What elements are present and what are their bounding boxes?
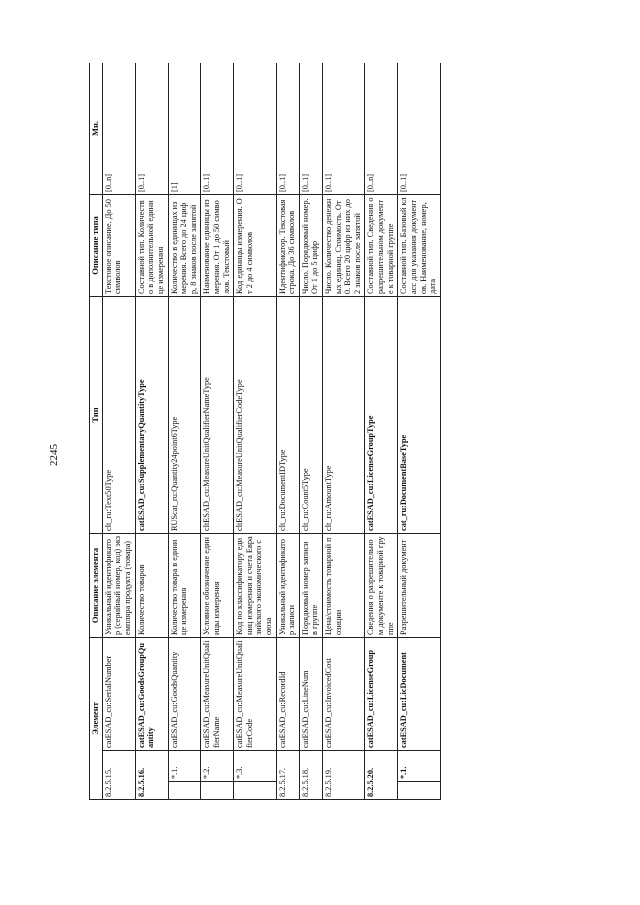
type-description: Идентификатор. Текстовая строка. До 36 символов bbox=[276, 194, 299, 296]
table-row bbox=[102, 63, 135, 800]
type-name: clt_ru:DocumentIDType bbox=[276, 296, 299, 533]
multiplicity: [0..n] bbox=[365, 63, 398, 194]
row-number: *.2. bbox=[201, 751, 234, 782]
type-description: Составной тип. Сведения о разрешительном документе к товарной группе bbox=[365, 194, 398, 296]
element-description: Сведения о разрешительном документе к товарной группе bbox=[365, 533, 398, 637]
table-row bbox=[168, 63, 201, 800]
header-element: Элемент bbox=[90, 637, 103, 799]
multiplicity: [0..1] bbox=[299, 63, 322, 194]
multiplicity: [0..1] bbox=[201, 63, 234, 194]
row-number: 8.2.5.16. bbox=[135, 751, 168, 800]
type-name: clt_ru:Count5Type bbox=[299, 296, 322, 533]
header-mult: Мн. bbox=[90, 63, 103, 194]
element-description: Порядковый номер записи в группе bbox=[299, 533, 322, 637]
type-description: Текстовое описание. До 50 символов bbox=[102, 194, 135, 296]
type-description: Составной тип. Базовый класс для указания документов. Наименование, номер, дата bbox=[398, 194, 440, 296]
type-name: clt_ru:Text50Type bbox=[102, 296, 135, 533]
type-name: cltESAD_cu:MeasureUnitQualifierNameType bbox=[201, 296, 234, 533]
element-description: Разрешительный документ bbox=[398, 533, 440, 637]
header-element-desc: Описание элемента bbox=[90, 533, 103, 637]
table-row bbox=[323, 63, 365, 800]
element-description: Уникальный идентификатор (серийный номер, код) экземпляра продукта (товара) bbox=[102, 533, 135, 637]
rotated-table-frame bbox=[89, 63, 615, 800]
multiplicity: [0..n] bbox=[102, 63, 135, 194]
type-name: catESAD_cu:SupplementaryQuantityType bbox=[135, 296, 168, 533]
type-description: Число. Порядковый номер. От 1 до 5 цифр bbox=[299, 194, 322, 296]
type-description: Число. Количество денежных единиц. Стоимость. От 0. Всего 20 цифр из них до 2 знаков после запятой bbox=[323, 194, 365, 296]
header-type-desc: Описание типа bbox=[90, 194, 103, 296]
type-name: cat_ru:DocumentBaseType bbox=[398, 296, 440, 533]
element-description: Условное обозначение единицы измерения bbox=[201, 533, 234, 637]
row-number: 8.2.5.17. bbox=[276, 751, 299, 800]
indent-cell bbox=[398, 782, 440, 800]
table-row bbox=[365, 63, 398, 800]
type-name: catESAD_cu:LicenseGroupType bbox=[365, 296, 398, 533]
row-number: *.3. bbox=[234, 751, 276, 782]
row-number: 8.2.5.20. bbox=[365, 751, 398, 800]
element-name: catESAD_cu:GoodsQuantity bbox=[168, 637, 201, 750]
multiplicity: [0..1] bbox=[234, 63, 276, 194]
row-number: *.1. bbox=[168, 751, 201, 782]
table-row bbox=[201, 63, 234, 800]
multiplicity: [0..1] bbox=[398, 63, 440, 194]
type-name: cltESAD_cu:MeasureUnitQualifierCodeType bbox=[234, 296, 276, 533]
element-description: Количество товара в единице измерения bbox=[168, 533, 201, 637]
element-name: catESAD_cu:MeasureUnitQualifierName bbox=[201, 637, 234, 750]
element-name: catESAD_cu:RecordId bbox=[276, 637, 299, 750]
table-row bbox=[276, 63, 299, 800]
table-row bbox=[135, 63, 168, 800]
element-spec-table bbox=[89, 63, 441, 800]
indent-cell bbox=[168, 782, 201, 800]
element-description: Уникальный идентификатор записи bbox=[276, 533, 299, 637]
element-name: catESAD_cu:LicDocument bbox=[398, 637, 440, 750]
table-container bbox=[89, 63, 615, 800]
row-number: 8.2.5.15. bbox=[102, 751, 135, 800]
type-name: clt_ru:AmountType bbox=[323, 296, 365, 533]
page-number: 2245 bbox=[48, 444, 60, 466]
indent-cell bbox=[201, 782, 234, 800]
element-name: catESAD_cu:LicenseGroup bbox=[365, 637, 398, 750]
row-number: 8.2.5.18. bbox=[299, 751, 322, 800]
element-description: Цена/стоимость товарной позиции bbox=[323, 533, 365, 637]
element-name: catESAD_cu:InvoicedCost bbox=[323, 637, 365, 750]
element-name: catESAD_cu:GoodsGroupQuantity bbox=[135, 637, 168, 750]
type-description: Наименование единицы измерения. От 1 до 50 символов. Текстовый bbox=[201, 194, 234, 296]
element-name: catESAD_cu:LineNum bbox=[299, 637, 322, 750]
table-header-row bbox=[90, 63, 103, 800]
table-row bbox=[234, 63, 276, 800]
element-description: Количество товаров bbox=[135, 533, 168, 637]
row-number: 8.2.5.19. bbox=[323, 751, 365, 800]
element-name: catESAD_cu:MeasureUnitQualifierCode bbox=[234, 637, 276, 750]
multiplicity: [0..1] bbox=[276, 63, 299, 194]
type-description: Количество в единицах измерения. Всего до 24 цифр, 8 знаков после запятой bbox=[168, 194, 201, 296]
multiplicity: [0..1] bbox=[135, 63, 168, 194]
multiplicity: [0..1] bbox=[323, 63, 365, 194]
type-name: RUScat_ru:Quantity24point6Type bbox=[168, 296, 201, 533]
row-number: *.1. bbox=[398, 751, 440, 782]
header-type: Тип bbox=[90, 296, 103, 533]
element-description: Код по классификатору единиц измерения и счета Евразийского экономического союза bbox=[234, 533, 276, 637]
table-row bbox=[398, 63, 440, 800]
type-description: Составной тип. Количество в дополнительной единице измерения bbox=[135, 194, 168, 296]
multiplicity: [1] bbox=[168, 63, 201, 194]
element-name: catESAD_cu:SerialNumber bbox=[102, 637, 135, 750]
table-row bbox=[299, 63, 322, 800]
indent-cell bbox=[234, 782, 276, 800]
type-description: Код единицы измерения. От 2 до 4 символов bbox=[234, 194, 276, 296]
